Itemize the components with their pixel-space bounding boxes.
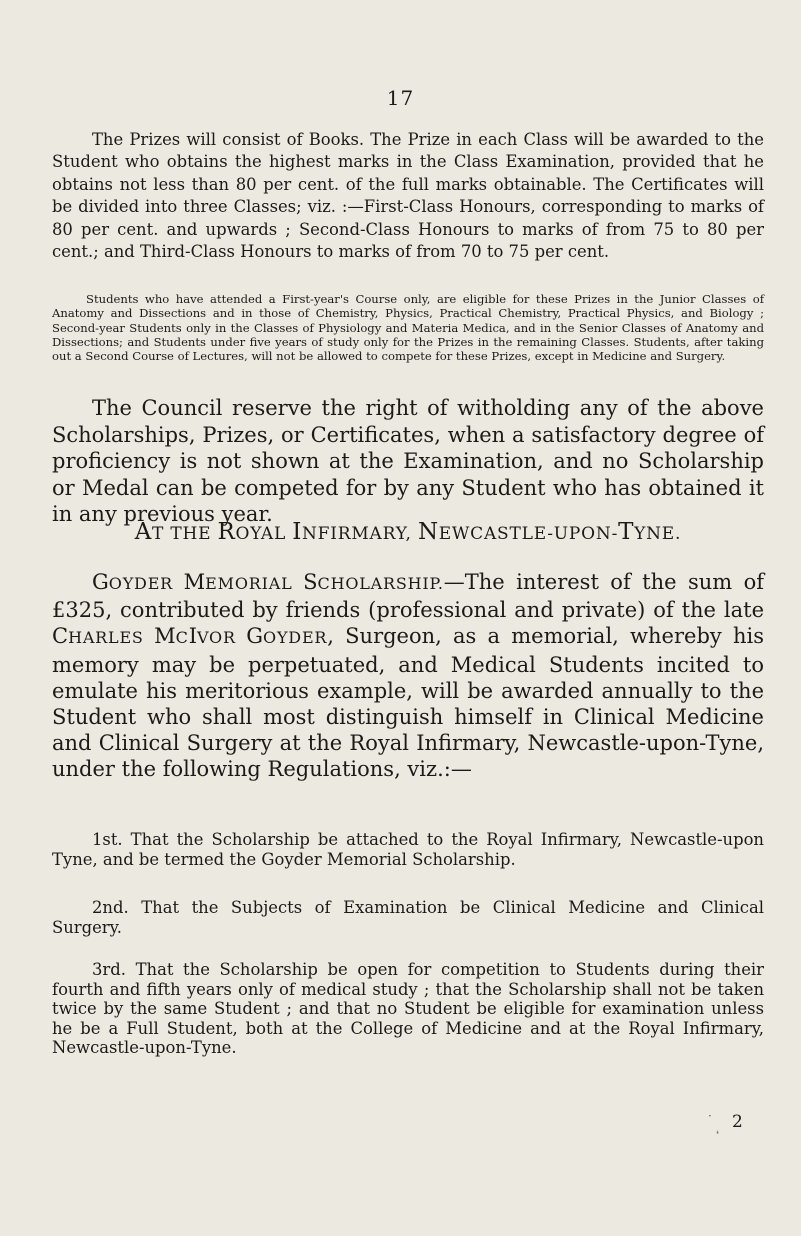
name-cap: M [154,624,176,649]
prizes-paragraph: The Prizes will consist of Books. The Prize in each Class will be awarded to the Student who obtains the highest marks in the Class Examination, provided that he obtains not less than 80 per cent. of the full marks obtainable. The Certificates will be divided into three Classes; viz. :—First-Class Honours, corresponding to marks of 80 per cent. and upwards ; Second-Class Honours to marks of from 75 to 80 per cent.; and Third-Class Honours to marks of from 70 to 75 per cent. [52,130,764,262]
name-small-caps: HARLES [68,628,155,648]
heading-cap: T [618,519,635,545]
regulation-item: 2nd. That the Subjects of Examination be Clinical Medicine and Clinical Surgery. [52,898,764,937]
title-cap: G [92,570,109,594]
section-heading [52,519,764,547]
regulation-item: 1st. That the Scholarship be attached to the Royal Infirmary, Newcastle-upon Tyne, and be termed the Goyder Memorial Scholarship. [52,830,764,869]
title-small-caps: EMORIAL [205,574,304,593]
name-cap: G [246,624,264,649]
council-paragraph: The Council reserve the right of witholding any of the above Scholarships, Prizes, or Certificates, when a satisfactory degree of proficiency is not shown at the Examination, and no Scholarship or Medal can be competed for by any Student who has obtained it in any previous year. [52,396,764,527]
title-small-caps: CHOLARSHIP. [317,574,444,593]
heading-cap: R [217,519,236,545]
printer-mark-tick: ❛ [716,1130,719,1140]
heading-small-caps: OYAL [235,524,293,544]
printer-mark-dot: · [708,1109,712,1123]
signature-mark: 2 [732,1112,743,1132]
title-cap: M [183,570,206,594]
heading-cap: N [417,519,439,545]
heading-small-caps: YNE. [634,524,682,544]
scholarship-title [92,570,444,594]
name-cap: I [188,624,197,649]
goyder-scholarship-paragraph [52,569,764,783]
heading-small-caps: NFIRMARY, [301,524,418,544]
title-cap: S [303,570,318,594]
eligibility-note: Students who have attended a First-year's Course only, are eligible for these Prizes in the Junior Classes of Anatomy and Dissections and in those of Chemistry, Physics, Practical Chemistry, Practical Physics, and Biology ; Second-year Students only in the Classes of Physiology and Materia Medica, and in the Senior Classes of Anatomy and Dissections; and Students under five years of study only for the Prizes in the remaining Classes. Students, after taking out a Second Course of Lectures, will not be allowed to compete for these Prizes, except in Medicine and Surgery. [52,292,764,364]
heading-cap: A [134,519,152,545]
heading-cap: I [292,519,302,545]
regulation-item: 3rd. That the Scholarship be open for competition to Students during their fourth and fifth years only of medical study ; that the Scholarship shall not be taken twice by the same Student ; and that no Student be eligible for examination unless he be a Full Student, both at the College of Medicine and at the Royal Infirmary, Newcastle-upon-Tyne. [52,960,764,1058]
name-small-caps: VOR [196,628,247,648]
scholarship-text-intro: —The interest of the sum of £325, contributed by friends (professional and private) of the late [52,570,764,623]
person-name [52,624,327,648]
name-small-caps: OYDER [263,628,328,648]
scholarship-text-rest: , Surgeon, as a memorial, whereby his memory may be perpetuated, and Medical Students incited to emulate his meritorious example, will be awarded annually to the Student who shall most distinguish himself in Clinical Medicine and Clinical Surgery at the Royal Infirmary, Newcastle-upon-Tyne, under the following Regulations, viz.:— [52,624,764,782]
name-small-caps: C [175,628,189,648]
page-number: 17 [386,86,415,110]
heading-small-caps: EWCASTLE-UPON- [438,524,619,544]
title-small-caps: OYDER [108,574,184,593]
name-cap: C [52,624,69,649]
heading-small-caps: T THE [152,524,218,544]
